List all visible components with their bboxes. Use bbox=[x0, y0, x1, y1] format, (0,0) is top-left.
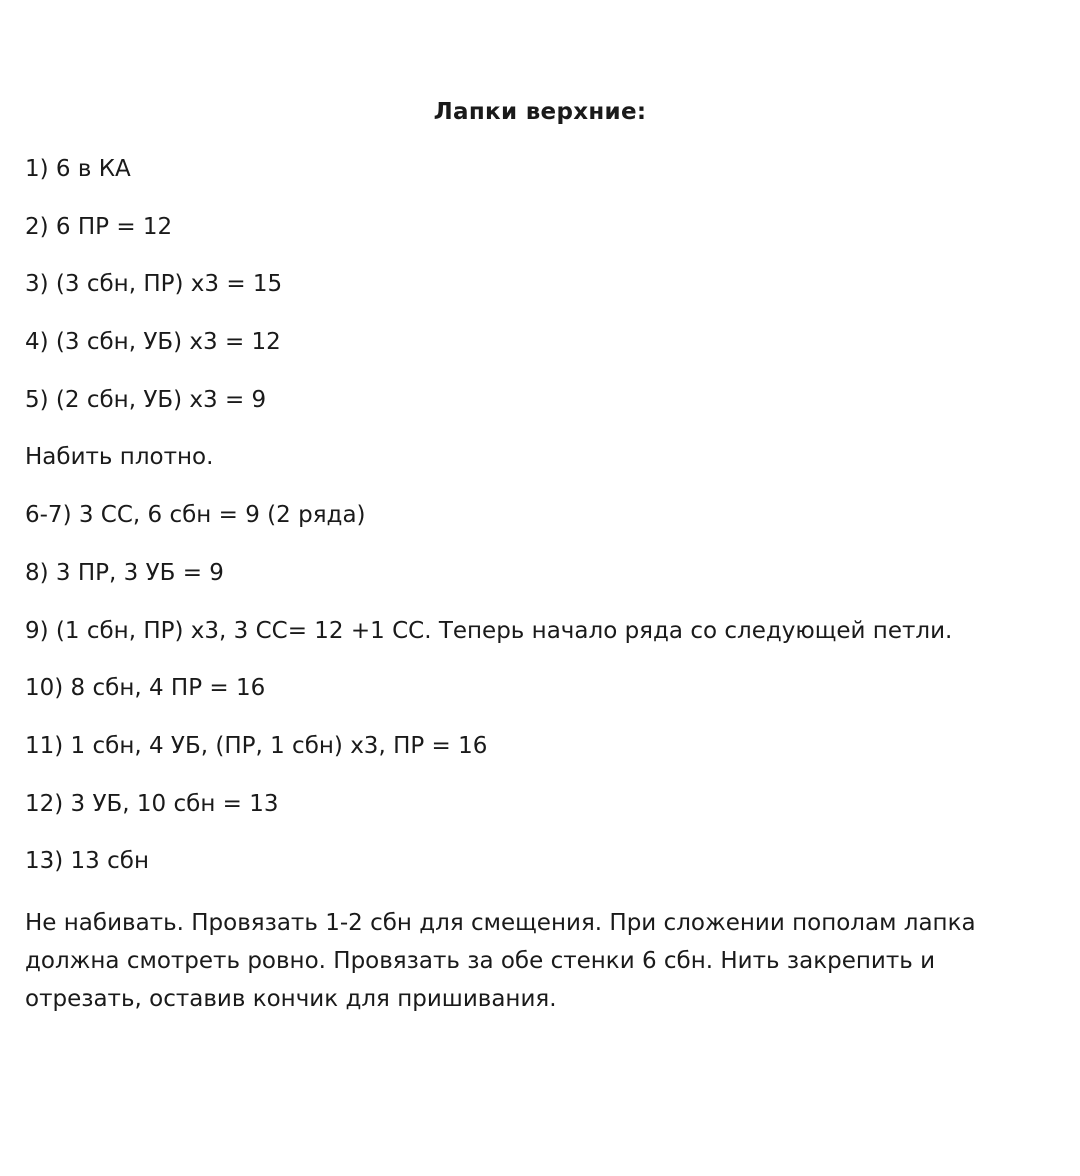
pattern-row-12: 12) 3 УБ, 10 сбн = 13 bbox=[25, 790, 279, 817]
pattern-rows bbox=[25, 153, 1045, 903]
final-instructions: Не набивать. Провязать 1-2 сбн для смещения. При сложении пополам лапка должна смотреть ровно. Провязать за обе стенки 6 сбн. Нить закрепить и отрезать, оставив кончик для пришивания. bbox=[25, 910, 976, 1012]
pattern-row-8: 8) 3 ПР, 3 УБ = 9 bbox=[25, 559, 224, 586]
pattern-row-10: 10) 8 сбн, 4 ПР = 16 bbox=[25, 675, 266, 702]
stuffing-note: Набить плотно. bbox=[25, 444, 214, 471]
pattern-row-3: 3) (3 сбн, ПР) x3 = 15 bbox=[25, 271, 283, 298]
pattern-row-13: 13) 13 сбн bbox=[25, 848, 149, 875]
pattern-row-11: 11) 1 сбн, 4 УБ, (ПР, 1 сбн) x3, ПР = 16 bbox=[25, 732, 488, 759]
pattern-row-2: 2) 6 ПР = 12 bbox=[25, 213, 173, 240]
pattern-row-9: 9) (1 сбн, ПР) x3, 3 СС= 12 +1 СС. Теперь начало ряда со следующей петли. bbox=[25, 617, 953, 644]
document-title: Лапки верхние: bbox=[433, 99, 647, 125]
pattern-row-6-7: 6-7) 3 СС, 6 сбн = 9 (2 ряда) bbox=[25, 502, 366, 529]
pattern-row-4: 4) (3 сбн, УБ) x3 = 12 bbox=[25, 329, 281, 356]
pattern-row-1: 1) 6 в КА bbox=[25, 156, 131, 182]
pattern-row-5: 5) (2 сбн, УБ) x3 = 9 bbox=[25, 386, 267, 413]
